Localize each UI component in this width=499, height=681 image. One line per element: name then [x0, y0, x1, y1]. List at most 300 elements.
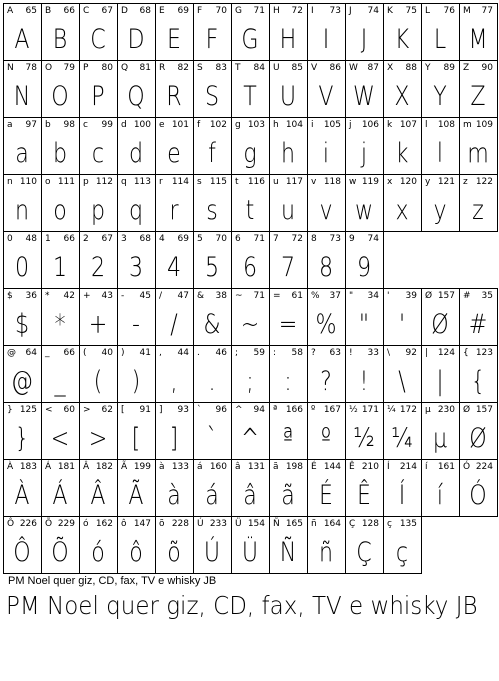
- glyph-char: (: [83, 348, 87, 358]
- glyph-char: p: [83, 177, 89, 187]
- glyph-cell: [193, 516, 231, 573]
- glyph-char: i: [311, 120, 314, 130]
- glyph-cell: [421, 288, 459, 345]
- glyph-sample: P: [91, 81, 105, 112]
- glyph-code: 172: [399, 405, 417, 415]
- glyph-char: I: [311, 6, 314, 16]
- glyph-char: Ã: [121, 462, 128, 472]
- glyph-char: T: [235, 63, 241, 73]
- glyph-cell: [231, 345, 269, 402]
- glyph-label: [81, 461, 115, 473]
- glyph-code: 45: [139, 291, 151, 301]
- glyph-sample: @: [10, 366, 34, 397]
- glyph-code: 73: [329, 234, 341, 244]
- glyph-code: 76: [443, 6, 455, 16]
- glyph-char: K: [387, 6, 393, 16]
- grid-line-vertical: [497, 3, 498, 61]
- glyph-sample: 0: [14, 252, 30, 283]
- glyph-code: 116: [247, 177, 265, 187]
- glyph-cell: [41, 459, 79, 516]
- glyph-code: 47: [177, 291, 189, 301]
- glyph-char: D: [121, 6, 128, 16]
- grid-line-vertical: [421, 459, 422, 517]
- glyph-char: 5: [197, 234, 203, 244]
- glyph-code: 162: [95, 519, 113, 529]
- glyph-sample: U: [279, 81, 297, 112]
- glyph-cell: [231, 60, 269, 117]
- glyph-cell: [269, 231, 307, 288]
- glyph-sample: .: [208, 366, 216, 397]
- glyph-label: [43, 461, 77, 473]
- glyph-char: 4: [159, 234, 165, 244]
- glyph-cell: [269, 174, 307, 231]
- glyph-cell: [459, 345, 497, 402]
- glyph-sample: õ: [167, 537, 181, 568]
- glyph-label: [81, 290, 115, 302]
- glyph-cell: [155, 402, 193, 459]
- glyph-code: 214: [399, 462, 417, 472]
- glyph-label: [43, 176, 77, 188]
- glyph-char: E: [159, 6, 165, 16]
- glyph-label: [271, 290, 305, 302]
- glyph-sample: À: [14, 480, 30, 511]
- glyph-label: [195, 290, 229, 302]
- glyph-sample: /: [170, 309, 178, 340]
- glyph-cell: [307, 174, 345, 231]
- glyph-sample: ': [398, 309, 406, 340]
- glyph-sample: _: [54, 366, 66, 397]
- glyph-sample: r: [169, 195, 179, 226]
- glyph-sample: g: [243, 138, 257, 169]
- glyph-sample: *: [54, 309, 66, 340]
- glyph-cell: [117, 60, 155, 117]
- glyph-char: |: [425, 348, 429, 358]
- glyph-sample: Z: [470, 81, 486, 112]
- glyph-label: [233, 461, 267, 473]
- grid-line-vertical: [345, 117, 346, 175]
- glyph-cell: [117, 288, 155, 345]
- grid-line-vertical: [231, 516, 232, 574]
- glyph-code: 131: [247, 462, 265, 472]
- glyph-char: A: [7, 6, 14, 16]
- glyph-code: 96: [215, 405, 227, 415]
- glyph-char: f: [197, 120, 201, 130]
- glyph-code: 230: [437, 405, 455, 415]
- glyph-sample: #: [468, 309, 488, 340]
- glyph-label: [385, 290, 419, 302]
- glyph-label: [233, 176, 267, 188]
- glyph-cell: [79, 402, 117, 459]
- glyph-cell: [269, 516, 307, 573]
- glyph-cell: [193, 60, 231, 117]
- glyph-code: 66: [63, 234, 75, 244]
- grid-line-vertical: [155, 288, 156, 346]
- glyph-cell: [41, 516, 79, 573]
- glyph-cell: [421, 174, 459, 231]
- glyph-sample: Í: [398, 480, 406, 511]
- glyph-char: S: [197, 63, 203, 73]
- grid-line-vertical: [3, 345, 4, 403]
- grid-line-vertical: [79, 231, 80, 289]
- glyph-char: Ø: [463, 405, 471, 415]
- glyph-code: 83: [215, 63, 227, 73]
- glyph-char: L: [425, 6, 431, 16]
- glyph-code: 115: [209, 177, 227, 187]
- glyph-sample: â: [243, 480, 257, 511]
- glyph-char: 3: [121, 234, 127, 244]
- grid-line-vertical: [383, 117, 384, 175]
- glyph-cell: [117, 516, 155, 573]
- glyph-code: 88: [405, 63, 417, 73]
- glyph-code: 109: [475, 120, 493, 130]
- glyph-char: ¼: [387, 405, 396, 415]
- glyph-char: U: [273, 63, 280, 73]
- glyph-sample: }: [14, 423, 30, 454]
- glyph-label: [81, 119, 115, 131]
- grid-line-vertical: [421, 516, 422, 574]
- glyph-label: [309, 347, 343, 359]
- glyph-cell: [79, 459, 117, 516]
- glyph-cell: [459, 60, 497, 117]
- grid-line-vertical: [421, 117, 422, 175]
- glyph-cell: [421, 345, 459, 402]
- glyph-code: 113: [133, 177, 151, 187]
- glyph-code: 118: [323, 177, 341, 187]
- glyph-sample: h: [280, 138, 296, 169]
- grid-line-vertical: [79, 459, 80, 517]
- glyph-char: ;: [235, 348, 239, 358]
- sample-text-small: PM Noel quer giz, CD, fax, TV e whisky JB: [8, 575, 217, 587]
- grid-line-vertical: [41, 345, 42, 403]
- glyph-sample: q: [128, 195, 144, 226]
- glyph-code: 46: [215, 348, 227, 358]
- grid-line-vertical: [193, 231, 194, 289]
- glyph-code: 92: [405, 348, 417, 358]
- glyph-sample: 9: [356, 252, 372, 283]
- glyph-label: [81, 404, 115, 416]
- grid-line-vertical: [269, 117, 270, 175]
- grid-line-vertical: [3, 60, 4, 118]
- grid-line-vertical: [383, 402, 384, 460]
- glyph-cell: [307, 288, 345, 345]
- glyph-label: [119, 5, 153, 17]
- glyph-label: [81, 518, 115, 530]
- glyph-label: [43, 290, 77, 302]
- grid-line-vertical: [41, 174, 42, 232]
- glyph-code: 72: [291, 234, 303, 244]
- glyph-cell: [269, 402, 307, 459]
- glyph-char: n: [7, 177, 13, 187]
- glyph-sample: ": [358, 309, 370, 340]
- glyph-sample: z: [472, 195, 484, 226]
- glyph-char: m: [463, 120, 472, 130]
- grid-line-vertical: [79, 402, 80, 460]
- glyph-code: 48: [25, 234, 37, 244]
- glyph-cell: [193, 402, 231, 459]
- grid-line-vertical: [155, 459, 156, 517]
- glyph-cell: [3, 459, 41, 516]
- glyph-label: [271, 518, 305, 530]
- glyph-sample: º: [320, 423, 332, 454]
- glyph-label: [195, 5, 229, 17]
- glyph-char: x: [387, 177, 393, 187]
- glyph-sample: u: [280, 195, 296, 226]
- glyph-cell: [193, 3, 231, 60]
- grid-line-vertical: [269, 459, 270, 517]
- grid-line-vertical: [383, 3, 384, 61]
- glyph-label: [43, 233, 77, 245]
- glyph-sample: S: [204, 81, 220, 112]
- glyph-cell: [307, 3, 345, 60]
- grid-line-vertical: [3, 117, 4, 175]
- glyph-cell: [155, 288, 193, 345]
- glyph-char: 6: [235, 234, 241, 244]
- glyph-char: r: [159, 177, 163, 187]
- grid-line-vertical: [345, 231, 346, 289]
- glyph-sample: +: [88, 309, 108, 340]
- glyph-label: [461, 461, 495, 473]
- glyph-char: :: [273, 348, 277, 358]
- glyph-char: Q: [121, 63, 129, 73]
- grid-line-vertical: [459, 459, 460, 517]
- glyph-label: [157, 518, 191, 530]
- glyph-label: [347, 290, 381, 302]
- glyph-char: J: [349, 6, 352, 16]
- glyph-sample: Ø: [431, 309, 449, 340]
- glyph-cell: [269, 345, 307, 402]
- glyph-label: [347, 518, 381, 530]
- glyph-label: [157, 176, 191, 188]
- glyph-sample: s: [206, 195, 218, 226]
- glyph-code: 114: [171, 177, 189, 187]
- glyph-cell: [421, 117, 459, 174]
- glyph-char: {: [463, 348, 469, 358]
- glyph-label: [157, 5, 191, 17]
- glyph-cell: [3, 174, 41, 231]
- glyph-sample: W: [353, 81, 375, 112]
- grid-line-vertical: [193, 345, 194, 403]
- glyph-label: [119, 290, 153, 302]
- glyph-label: [385, 404, 419, 416]
- glyph-sample: Ø: [469, 423, 487, 454]
- glyph-sample: !: [359, 366, 369, 397]
- glyph-code: 70: [215, 6, 227, 16]
- glyph-sample: v: [319, 195, 333, 226]
- grid-line-vertical: [41, 402, 42, 460]
- glyph-code: 233: [209, 519, 227, 529]
- glyph-sample: Õ: [51, 537, 69, 568]
- grid-line-vertical: [3, 516, 4, 574]
- glyph-cell: [193, 345, 231, 402]
- glyph-code: 122: [475, 177, 493, 187]
- grid-line-vertical: [231, 3, 232, 61]
- glyph-sample: >: [88, 423, 108, 454]
- glyph-char: t: [235, 177, 239, 187]
- glyph-label: [423, 290, 457, 302]
- glyph-cell: [41, 3, 79, 60]
- glyph-sample: Ü: [241, 537, 259, 568]
- glyph-sample: ^: [240, 423, 260, 454]
- glyph-sample: L: [433, 24, 447, 55]
- glyph-char: º: [311, 405, 316, 415]
- glyph-label: [347, 233, 381, 245]
- glyph-label: [81, 347, 115, 359]
- glyph-char: ª: [273, 405, 278, 415]
- glyph-label: [233, 404, 267, 416]
- grid-line-horizontal: [3, 459, 498, 460]
- glyph-char: 8: [311, 234, 317, 244]
- glyph-sample: M: [468, 24, 488, 55]
- glyph-char: í: [425, 462, 428, 472]
- glyph-sample: í: [436, 480, 444, 511]
- grid-line-vertical: [307, 516, 308, 574]
- glyph-sample: y: [433, 195, 447, 226]
- glyph-code: 71: [253, 6, 265, 16]
- glyph-sample: 7: [280, 252, 296, 283]
- glyph-label: [81, 5, 115, 17]
- glyph-char: s: [197, 177, 202, 187]
- glyph-sample: f: [208, 138, 216, 169]
- grid-line-vertical: [79, 516, 80, 574]
- glyph-char: [: [121, 405, 125, 415]
- glyph-cell: [345, 288, 383, 345]
- glyph-label: [461, 5, 495, 17]
- glyph-char: ': [387, 291, 390, 301]
- glyph-label: [385, 347, 419, 359]
- glyph-sample: 4: [166, 252, 182, 283]
- glyph-cell: [231, 402, 269, 459]
- glyph-cell: [117, 459, 155, 516]
- glyph-cell: [459, 3, 497, 60]
- glyph-label: [423, 5, 457, 17]
- glyph-cell: [231, 288, 269, 345]
- glyph-label: [461, 290, 495, 302]
- glyph-sample: ~: [240, 309, 260, 340]
- glyph-cell: [421, 459, 459, 516]
- glyph-code: 68: [139, 234, 151, 244]
- glyph-label: [347, 62, 381, 74]
- glyph-sample: D: [127, 24, 145, 55]
- glyph-char: j: [349, 120, 352, 130]
- grid-line-vertical: [497, 174, 498, 232]
- glyph-char: Ü: [235, 519, 242, 529]
- glyph-label: [119, 176, 153, 188]
- glyph-cell: [383, 231, 421, 288]
- grid-line-vertical: [231, 288, 232, 346]
- grid-line-vertical: [41, 516, 42, 574]
- glyph-label: [157, 290, 191, 302]
- glyph-sample: k: [395, 138, 409, 169]
- glyph-char: &: [197, 291, 205, 301]
- grid-line-vertical: [459, 3, 460, 61]
- glyph-code: 39: [405, 291, 417, 301]
- glyph-char: %: [311, 291, 320, 301]
- glyph-cell: [41, 345, 79, 402]
- glyph-code: 44: [177, 348, 189, 358]
- glyph-sample: b: [52, 138, 68, 169]
- glyph-label: [119, 347, 153, 359]
- glyph-sample: Â: [90, 480, 106, 511]
- glyph-cell: [307, 459, 345, 516]
- glyph-sample: ¼: [391, 423, 413, 454]
- glyph-code: 90: [481, 63, 493, 73]
- glyph-char: ,: [159, 348, 162, 358]
- glyph-sample: ½: [353, 423, 375, 454]
- glyph-char: *: [45, 291, 50, 301]
- grid-line-vertical: [41, 459, 42, 517]
- glyph-label: [5, 5, 39, 17]
- glyph-char: ): [121, 348, 125, 358]
- glyph-sample: (: [93, 366, 103, 397]
- glyph-code: 81: [139, 63, 151, 73]
- glyph-cell: [3, 117, 41, 174]
- glyph-cell: [307, 516, 345, 573]
- glyph-label: [461, 518, 495, 530]
- glyph-code: 59: [253, 348, 265, 358]
- glyph-char: µ: [425, 405, 431, 415]
- glyph-char: Z: [463, 63, 470, 73]
- grid-line-vertical: [193, 402, 194, 460]
- glyph-cell: [155, 459, 193, 516]
- glyph-label: [157, 347, 191, 359]
- glyph-label: [195, 176, 229, 188]
- glyph-code: 120: [399, 177, 417, 187]
- glyph-code: 38: [215, 291, 227, 301]
- glyph-char: 2: [83, 234, 89, 244]
- grid-line-vertical: [79, 60, 80, 118]
- glyph-sample: %: [315, 309, 337, 340]
- glyph-cell: [459, 288, 497, 345]
- glyph-label: [5, 176, 39, 188]
- glyph-sample: Ñ: [279, 537, 297, 568]
- grid-line-vertical: [41, 231, 42, 289]
- glyph-label: [119, 119, 153, 131]
- glyph-char: X: [387, 63, 394, 73]
- glyph-sample: c: [91, 138, 105, 169]
- glyph-char: Ó: [463, 462, 471, 472]
- grid-line-horizontal: [3, 60, 498, 61]
- glyph-label: [423, 62, 457, 74]
- glyph-cell: [117, 231, 155, 288]
- glyph-sample: m: [467, 138, 489, 169]
- glyph-sample: O: [51, 81, 69, 112]
- glyph-char: Â: [83, 462, 90, 472]
- glyph-cell: [79, 231, 117, 288]
- glyph-label: [385, 518, 419, 530]
- grid-line-vertical: [383, 174, 384, 232]
- glyph-cell: [3, 402, 41, 459]
- glyph-cell: [117, 117, 155, 174]
- glyph-code: 100: [133, 120, 151, 130]
- glyph-char: õ: [159, 519, 165, 529]
- grid-line-vertical: [3, 459, 4, 517]
- glyph-cell: [421, 402, 459, 459]
- grid-line-horizontal: [3, 402, 498, 403]
- glyph-label: [43, 518, 77, 530]
- glyph-code: 69: [177, 6, 189, 16]
- glyph-code: 133: [171, 462, 189, 472]
- glyph-label: [461, 233, 495, 245]
- glyph-cell: [307, 231, 345, 288]
- glyph-sample: µ: [432, 423, 448, 454]
- glyph-cell: [193, 117, 231, 174]
- glyph-code: 167: [323, 405, 341, 415]
- grid-line-vertical: [459, 60, 460, 118]
- glyph-sample: ó: [91, 537, 105, 568]
- glyph-code: 33: [367, 348, 379, 358]
- glyph-cell: [3, 3, 41, 60]
- glyph-label: [347, 404, 381, 416]
